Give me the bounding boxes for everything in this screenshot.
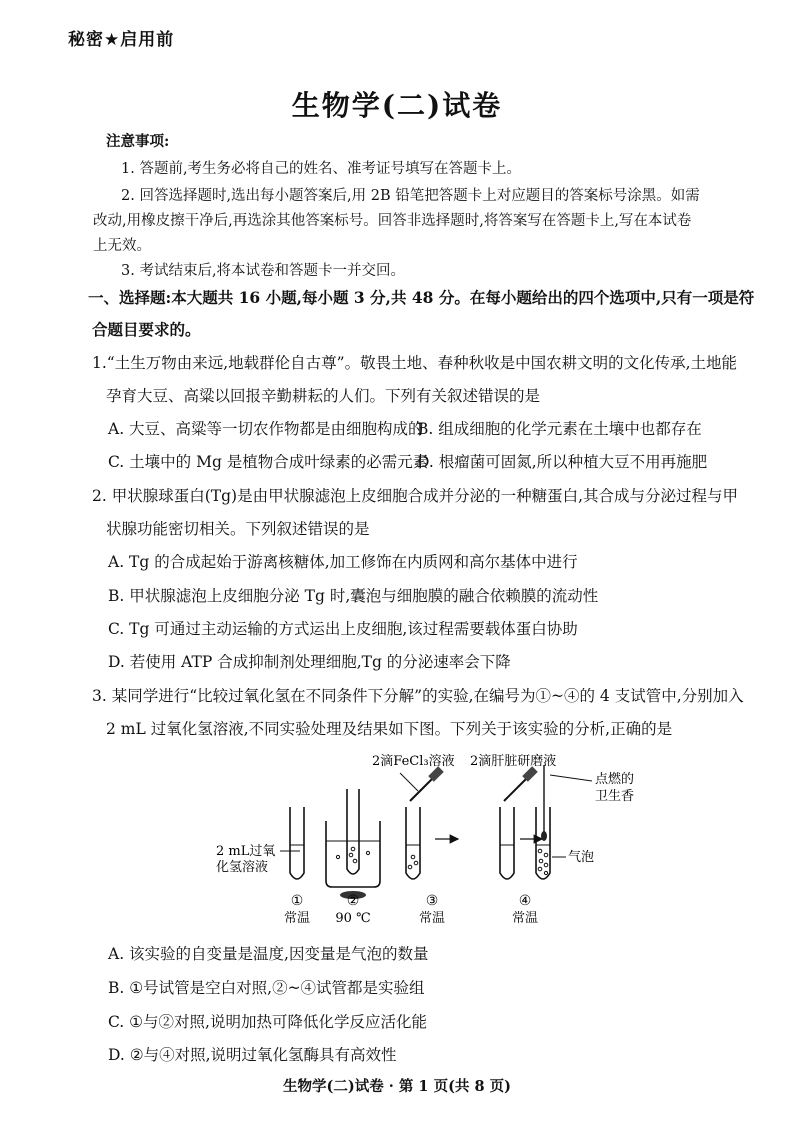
- question-2-stem-cont: 状腺功能密切相关。下列叙述错误的是: [106, 520, 370, 538]
- question-3-stem: 3. 某同学进行“比较过氧化氢在不同条件下分解”的实验,在编号为①~④的 4 支试管中,分别加入: [92, 687, 744, 705]
- incense-label-line1: 点燃的: [595, 772, 635, 787]
- question-2-option-b: B. 甲状腺滤泡上皮细胞分泌 Tg 时,囊泡与细胞膜的融合依赖膜的流动性: [108, 587, 599, 605]
- incense-stick: [541, 765, 592, 841]
- notice-item-2: 2. 回答选择题时,选出每小题答案后,用 2B 铅笔把答题卡上对应题目的答案标号涂黑。如需: [121, 188, 700, 204]
- question-2-option-d: D. 若使用 ATP 合成抑制剂处理细胞,Tg 的分泌速率会下降: [108, 653, 511, 671]
- notice-item-2-cont: 改动,用橡皮擦干净后,再选涂其他答案标号。回答非选择题时,将答案写在答题卡上,写在本试卷: [93, 213, 692, 229]
- question-3-option-a: A. 该实验的自变量是温度,因变量是气泡的数量: [108, 945, 429, 963]
- experiment-figure: [210, 745, 650, 930]
- tube-1-condition: 常温: [283, 911, 311, 926]
- dropper-liver: [504, 766, 538, 801]
- question-3-stem-cont: 2 mL 过氧化氢溶液,不同实验处理及结果如下图。下列关于该实验的分析,正确的是: [106, 720, 673, 738]
- test-tube-3: [406, 807, 420, 879]
- question-3-option-d: D. ②与④对照,说明过氧化氢酶具有高效性: [108, 1046, 397, 1064]
- tube-3-number: ③: [425, 893, 439, 909]
- question-2-option-a: A. Tg 的合成起始于游离核糖体,加工修饰在内质网和高尔基体中进行: [108, 553, 578, 571]
- liver-extract-label: 2滴肝脏研磨液: [470, 754, 557, 769]
- test-tube-4-result: [536, 807, 550, 879]
- fecl3-label: 2滴FeCl₃溶液: [372, 754, 455, 769]
- question-1-option-c: C. 土壤中的 Mg 是植物合成叶绿素的必需元素: [108, 453, 429, 471]
- incense-label-line2: 卫生香: [595, 789, 635, 804]
- section-heading-cont: 合题目要求的。: [92, 320, 201, 339]
- question-3-option-b: B. ①号试管是空白对照,②~④试管都是实验组: [108, 979, 425, 997]
- test-tube-4: [500, 807, 514, 879]
- tube-2-number: ②: [346, 893, 360, 909]
- tube-3-condition: 常温: [418, 911, 446, 926]
- section-heading: 一、选择题:本大题共 16 小题,每小题 3 分,共 48 分。在每小题给出的四个选项中,只有一项是符: [88, 288, 755, 307]
- secret-label: 秘密★启用前: [68, 30, 175, 50]
- test-tube-1: [290, 807, 304, 879]
- question-2-option-c: C. Tg 可通过主动运输的方式运出上皮细胞,该过程需要载体蛋白协助: [108, 620, 578, 638]
- page-title: 生物学(二)试卷: [291, 89, 503, 122]
- page-footer: 生物学(二)试卷 · 第 1 页(共 8 页): [283, 1078, 511, 1095]
- question-1-option-a: A. 大豆、高粱等一切农作物都是由细胞构成的: [108, 420, 424, 438]
- notice-title: 注意事项:: [106, 133, 170, 150]
- notice-item-3: 3. 考试结束后,将本试卷和答题卡一并交回。: [121, 263, 406, 279]
- question-1-option-b: B. 组成细胞的化学元素在土壤中也都存在: [417, 420, 702, 438]
- notice-item-1: 1. 答题前,考生务必将自己的姓名、准考证号填写在答题卡上。: [121, 161, 522, 177]
- beaker-with-tube-2: [326, 789, 380, 899]
- tube-2-condition: 90 ℃: [335, 911, 371, 926]
- question-1-stem-cont: 孕育大豆、高粱以回报辛勤耕耘的人们。下列有关叙述错误的是: [106, 387, 541, 405]
- question-2-stem: 2. 甲状腺球蛋白(Tg)是由甲状腺滤泡上皮细胞合成并分泌的一种糖蛋白,其合成与分泌过程与甲: [92, 487, 739, 505]
- notice-item-2-end: 上无效。: [93, 238, 151, 254]
- tube-4-number: ④: [518, 893, 532, 909]
- tube-4-condition: 常温: [511, 911, 539, 926]
- question-1-stem: 1.“土生万物由来远,地载群伦自古尊”。敬畏土地、春种秋收是中国农耕文明的文化传承,土地能: [92, 354, 737, 372]
- h2o2-label-line1: 2 mL过氧: [216, 844, 276, 859]
- dropper-fecl3: [400, 766, 444, 801]
- bubbles-label: 气泡: [568, 850, 595, 865]
- h2o2-label-line2: 化氢溶液: [216, 860, 269, 875]
- tube-1-number: ①: [290, 893, 304, 909]
- question-1-option-d: D. 根瘤菌可固氮,所以种植大豆不用再施肥: [417, 453, 708, 471]
- question-3-option-c: C. ①与②对照,说明加热可降低化学反应活化能: [108, 1013, 427, 1031]
